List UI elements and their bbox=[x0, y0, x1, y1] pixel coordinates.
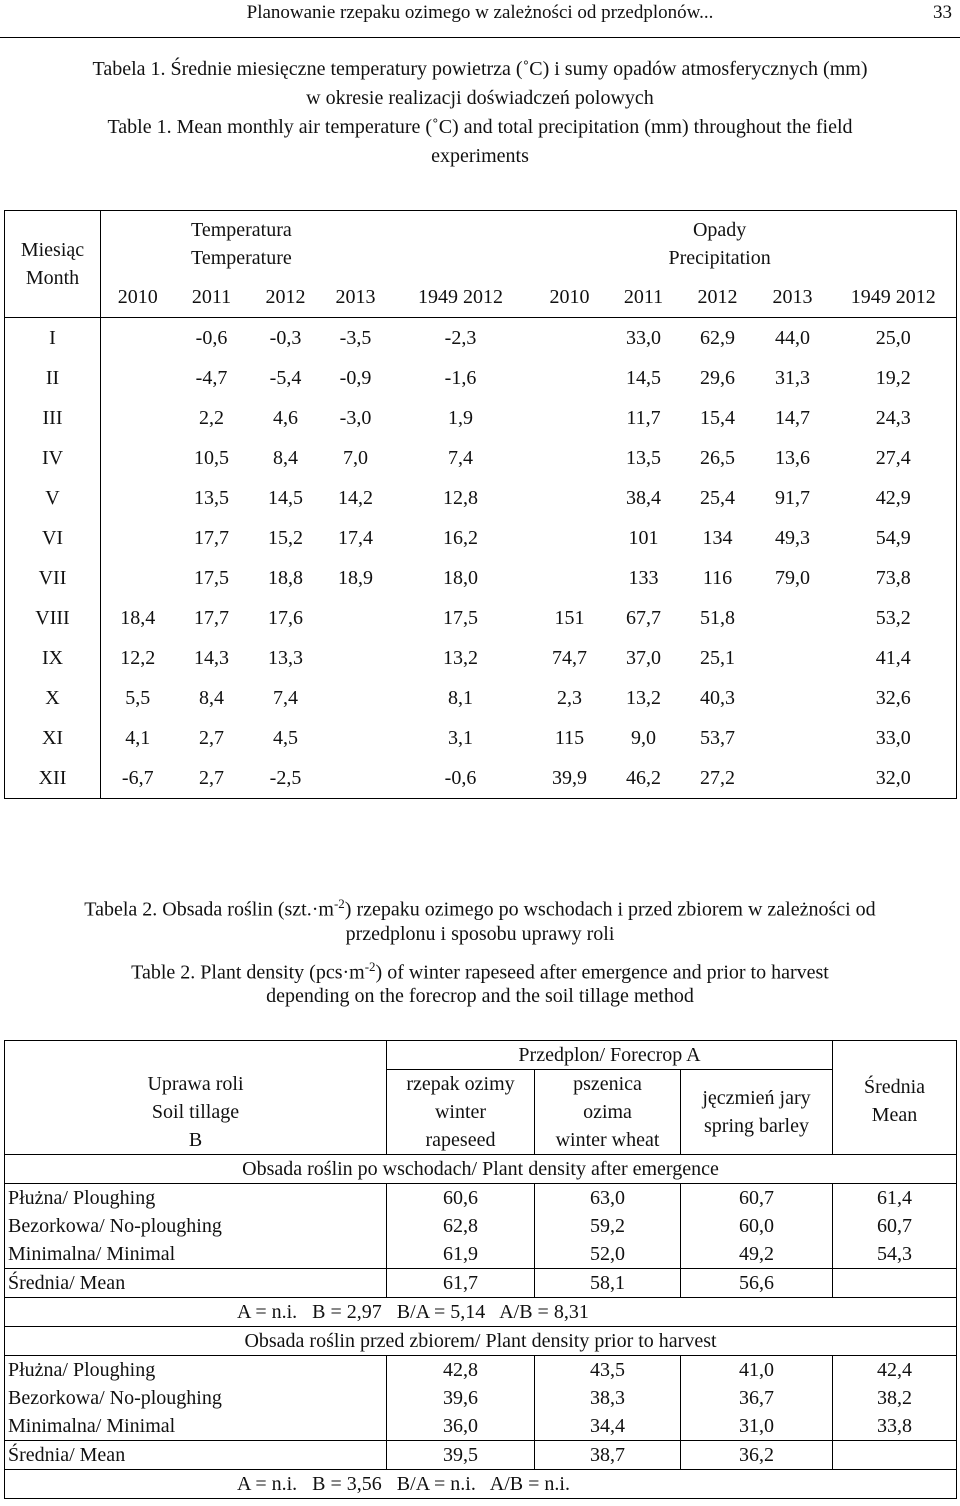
plant-density-table bbox=[4, 1040, 957, 1499]
month-row bbox=[5, 398, 957, 438]
precipitation-cell: 151 bbox=[554, 606, 585, 629]
month-cell: IV bbox=[5, 438, 101, 478]
wheat-header-2: ozima bbox=[535, 1098, 681, 1126]
year-header: 2011 bbox=[607, 277, 681, 318]
density-value: 41,0 bbox=[681, 1356, 833, 1385]
temperature-cell: 2,2 bbox=[199, 406, 224, 429]
temperature-cell: 17,5 bbox=[194, 566, 229, 589]
temperature-cell: 7,0 bbox=[343, 446, 368, 469]
table2-caption-en-3: depending on the forecrop and the soil tillage method bbox=[266, 985, 694, 1007]
mean-value: 42,4 bbox=[833, 1356, 957, 1385]
density-value: 62,8 bbox=[387, 1212, 535, 1240]
table1-caption-en-2: experiments bbox=[431, 145, 529, 167]
precipitation-cell: 25,1 bbox=[700, 646, 736, 669]
section-title-row bbox=[5, 1327, 957, 1356]
table2-caption-en-sup: -2 bbox=[364, 959, 376, 974]
precipitation-cell: 24,3 bbox=[831, 398, 957, 438]
year-header: 2013 bbox=[323, 277, 389, 318]
precipitation-cell: 19,2 bbox=[831, 358, 957, 398]
temperature-cell: -2,3 bbox=[444, 326, 477, 349]
density-value: 60,6 bbox=[387, 1184, 535, 1213]
rapeseed-header-2: winter bbox=[387, 1098, 535, 1126]
mean-value: 58,1 bbox=[535, 1269, 681, 1298]
mean-value: 61,7 bbox=[387, 1269, 535, 1298]
section-title: Obsada roślin po wschodach/ Plant density after emergence bbox=[5, 1155, 957, 1184]
temperature-precipitation-table bbox=[4, 210, 957, 799]
temperature-header-pl: Temperatura bbox=[191, 219, 292, 241]
precipitation-cell: 25,0 bbox=[831, 318, 957, 359]
table2-caption-pl-b: ) rzepaku ozimego po wschodach i przed zbiorem w zależności od bbox=[344, 898, 876, 921]
precipitation-header bbox=[533, 211, 957, 278]
precipitation-cell: 62,9 bbox=[700, 326, 736, 349]
month-row bbox=[5, 638, 957, 678]
temperature-cell: 8,4 bbox=[273, 446, 298, 469]
precipitation-cell: 13,6 bbox=[775, 446, 811, 469]
precipitation-cell: 49,3 bbox=[775, 526, 811, 549]
table1-body bbox=[5, 318, 957, 799]
temperature-cell: 7,4 bbox=[273, 686, 298, 709]
precipitation-cell: 51,8 bbox=[700, 606, 736, 629]
month-cell: X bbox=[5, 678, 101, 718]
temperature-cell: 18,8 bbox=[268, 566, 303, 589]
wheat-header-1: pszenica bbox=[535, 1070, 681, 1099]
month-cell: IX bbox=[5, 638, 101, 678]
temperature-cell: 14,5 bbox=[268, 486, 303, 509]
lsd-values: A = n.i. B = 2,97 B/A = 5,14 A/B = 8,31 bbox=[5, 1298, 957, 1327]
precipitation-cell: 29,6 bbox=[700, 366, 736, 389]
temperature-cell: 17,6 bbox=[268, 606, 303, 629]
mean-value: 38,2 bbox=[833, 1384, 957, 1412]
table1-caption-pl-1: Tabela 1. Średnie miesięczne temperatury powietrza (˚C) i sumy opadów atmosferycznych (mm) bbox=[92, 58, 868, 80]
temperature-cell: -3,0 bbox=[339, 406, 372, 429]
temperature-cell: 12,8 bbox=[443, 486, 478, 509]
mean-value: 33,8 bbox=[833, 1412, 957, 1441]
mean-value: 60,7 bbox=[833, 1212, 957, 1240]
density-value: 52,0 bbox=[535, 1240, 681, 1269]
mean-value bbox=[833, 1441, 957, 1470]
barley-header-1: jęczmień jary bbox=[702, 1087, 811, 1109]
forecrop-header: Przedplon/ Forecrop A bbox=[387, 1041, 833, 1070]
month-cell: VI bbox=[5, 518, 101, 558]
precipitation-cell bbox=[533, 518, 607, 558]
month-cell: XII bbox=[5, 758, 101, 799]
precipitation-cell: 31,3 bbox=[775, 366, 811, 389]
precipitation-cell: 115 bbox=[554, 726, 585, 749]
temperature-cell: 18,4 bbox=[120, 606, 156, 629]
lsd-values: A = n.i. B = 3,56 B/A = n.i. A/B = n.i. bbox=[5, 1470, 957, 1499]
temperature-cell bbox=[101, 438, 175, 478]
precipitation-cell: 14,5 bbox=[626, 366, 662, 389]
temperature-cell: 5,5 bbox=[125, 686, 151, 709]
density-value: 60,7 bbox=[681, 1184, 833, 1213]
temperature-cell: -2,5 bbox=[249, 758, 323, 799]
density-value: 36,0 bbox=[387, 1412, 535, 1441]
table2-caption-en-a: Table 2. Plant density (pcs·m bbox=[131, 961, 365, 984]
tillage-label: Minimalna/ Minimal bbox=[5, 1240, 387, 1269]
table2-caption-pl-a: Tabela 2. Obsada roślin (szt.·m bbox=[84, 898, 334, 921]
precipitation-cell: 38,4 bbox=[626, 486, 662, 509]
precipitation-cell bbox=[533, 478, 607, 518]
precipitation-cell: 9,0 bbox=[631, 726, 657, 749]
precipitation-cell: 67,7 bbox=[626, 606, 662, 629]
month-header-pl: Miesiąc bbox=[20, 239, 85, 261]
density-value: 61,9 bbox=[387, 1240, 535, 1269]
mean-row bbox=[5, 1269, 957, 1298]
temperature-cell bbox=[323, 638, 389, 678]
year-header: 2013 bbox=[755, 277, 831, 318]
tillage-label: Płużna/ Ploughing bbox=[5, 1184, 387, 1213]
table1-caption-pl-2: w okresie realizacji doświadczeń polowych bbox=[306, 87, 654, 109]
table2-body bbox=[5, 1155, 957, 1499]
temperature-cell bbox=[101, 518, 175, 558]
month-row bbox=[5, 718, 957, 758]
density-value: 36,7 bbox=[681, 1384, 833, 1412]
density-value: 38,3 bbox=[535, 1384, 681, 1412]
precipitation-cell: 37,0 bbox=[626, 646, 662, 669]
temperature-cell: -1,6 bbox=[444, 366, 477, 389]
page-number: 33 bbox=[933, 2, 952, 23]
temperature-cell bbox=[101, 558, 175, 598]
precipitation-cell bbox=[533, 358, 607, 398]
precipitation-cell bbox=[533, 558, 607, 598]
year-header: 1949 2012 bbox=[831, 277, 957, 318]
month-cell: II bbox=[5, 358, 101, 398]
temperature-cell bbox=[101, 318, 175, 359]
precipitation-cell: 27,2 bbox=[681, 758, 755, 799]
density-row bbox=[5, 1412, 957, 1441]
precipitation-cell: 26,5 bbox=[700, 446, 736, 469]
density-value: 63,0 bbox=[535, 1184, 681, 1213]
precipitation-cell: 91,7 bbox=[775, 486, 811, 509]
precipitation-cell: 134 bbox=[702, 526, 733, 549]
temperature-cell: 8,1 bbox=[448, 686, 473, 709]
temperature-cell: 4,5 bbox=[273, 726, 298, 749]
temperature-cell bbox=[101, 358, 175, 398]
precipitation-cell: 13,2 bbox=[626, 686, 662, 709]
tillage-header-pl: Uprawa roli bbox=[147, 1072, 244, 1095]
temperature-cell: -4,7 bbox=[195, 366, 228, 389]
temperature-cell: 17,7 bbox=[194, 526, 229, 549]
precipitation-cell: 33,0 bbox=[626, 326, 662, 349]
month-row bbox=[5, 678, 957, 718]
month-cell: VII bbox=[5, 558, 101, 598]
precipitation-cell: 133 bbox=[628, 566, 659, 589]
month-row bbox=[5, 358, 957, 398]
precipitation-cell: 46,2 bbox=[607, 758, 681, 799]
year-header: 1949 2012 bbox=[389, 277, 533, 318]
density-row bbox=[5, 1240, 957, 1269]
temperature-cell bbox=[101, 478, 175, 518]
mean-value: 39,5 bbox=[387, 1441, 535, 1470]
month-cell: III bbox=[5, 398, 101, 438]
section-title: Obsada roślin przed zbiorem/ Plant density prior to harvest bbox=[5, 1327, 957, 1356]
temperature-cell: 3,1 bbox=[448, 726, 473, 749]
tillage-label: Bezorkowa/ No-ploughing bbox=[5, 1212, 387, 1240]
precipitation-cell: 54,9 bbox=[831, 518, 957, 558]
temperature-cell: 12,2 bbox=[120, 646, 156, 669]
table2-caption-en-b: ) of winter rapeseed after emergence and prior to harvest bbox=[375, 961, 829, 984]
month-row bbox=[5, 558, 957, 598]
lsd-row bbox=[5, 1298, 957, 1327]
table2-caption-pl-3: przedplonu i sposobu uprawy roli bbox=[345, 923, 615, 945]
density-value: 42,8 bbox=[387, 1356, 535, 1385]
month-cell: V bbox=[5, 478, 101, 518]
month-row bbox=[5, 758, 957, 799]
precipitation-cell: 13,5 bbox=[626, 446, 662, 469]
temperature-cell: 17,5 bbox=[443, 606, 478, 629]
barley-header-2: spring barley bbox=[704, 1115, 809, 1137]
month-row bbox=[5, 518, 957, 558]
density-row bbox=[5, 1356, 957, 1385]
temperature-cell bbox=[101, 398, 175, 438]
month-header-en: Month bbox=[25, 267, 80, 289]
precipitation-cell: 41,4 bbox=[831, 638, 957, 678]
temperature-cell: -5,4 bbox=[269, 366, 302, 389]
mean-row bbox=[5, 1441, 957, 1470]
precipitation-cell: 33,0 bbox=[831, 718, 957, 758]
tillage-label: Płużna/ Ploughing bbox=[5, 1356, 387, 1385]
tillage-header bbox=[5, 1041, 387, 1155]
temperature-cell bbox=[323, 758, 389, 799]
temperature-cell: -3,5 bbox=[339, 326, 372, 349]
density-value: 31,0 bbox=[681, 1412, 833, 1441]
precipitation-cell: 74,7 bbox=[552, 646, 588, 669]
precipitation-cell: 40,3 bbox=[700, 686, 736, 709]
precipitation-header-en: Precipitation bbox=[668, 247, 771, 269]
month-row bbox=[5, 478, 957, 518]
mean-header-pl: Średnia bbox=[863, 1075, 926, 1098]
temperature-cell: 8,4 bbox=[199, 686, 224, 709]
mean-label: Średnia/ Mean bbox=[5, 1441, 387, 1470]
precipitation-cell bbox=[755, 598, 831, 638]
rapeseed-header-1: rzepak ozimy bbox=[387, 1070, 535, 1099]
tillage-header-b: B bbox=[188, 1128, 203, 1151]
density-value: 34,4 bbox=[535, 1412, 681, 1441]
mean-header bbox=[833, 1041, 957, 1155]
precipitation-cell bbox=[755, 758, 831, 799]
precipitation-cell: 79,0 bbox=[775, 566, 811, 589]
precipitation-cell: 53,2 bbox=[831, 598, 957, 638]
table2-caption-pl-1 bbox=[0, 890, 960, 924]
mean-value: 61,4 bbox=[833, 1184, 957, 1213]
header-rule bbox=[0, 37, 960, 38]
density-value: 59,2 bbox=[535, 1212, 681, 1240]
mean-value: 54,3 bbox=[833, 1240, 957, 1269]
year-header: 2012 bbox=[249, 277, 323, 318]
temperature-cell: -0,6 bbox=[195, 326, 228, 349]
temperature-cell bbox=[323, 718, 389, 758]
month-cell: I bbox=[5, 318, 101, 359]
month-row bbox=[5, 598, 957, 638]
running-header: Planowanie rzepaku ozimego w zależności od przedplonów... bbox=[246, 2, 714, 23]
tillage-header-en: Soil tillage bbox=[151, 1100, 240, 1123]
month-header bbox=[5, 211, 101, 318]
month-cell: VIII bbox=[5, 598, 101, 638]
temperature-cell: -0,6 bbox=[389, 758, 533, 799]
temperature-cell: 1,9 bbox=[448, 406, 473, 429]
temperature-cell: 2,7 bbox=[175, 758, 249, 799]
precipitation-cell: 25,4 bbox=[700, 486, 736, 509]
precipitation-cell: 44,0 bbox=[775, 326, 811, 349]
temperature-header-en: Temperature bbox=[191, 247, 292, 269]
mean-label: Średnia/ Mean bbox=[5, 1269, 387, 1298]
precipitation-cell bbox=[755, 678, 831, 718]
precipitation-cell: 14,7 bbox=[775, 406, 811, 429]
temperature-cell: 18,0 bbox=[443, 566, 478, 589]
mean-value: 36,2 bbox=[681, 1441, 833, 1470]
month-cell: XI bbox=[5, 718, 101, 758]
wheat-header-3: winter wheat bbox=[535, 1126, 681, 1155]
precipitation-cell: 53,7 bbox=[700, 726, 736, 749]
mean-value: 38,7 bbox=[535, 1441, 681, 1470]
precipitation-header-pl: Opady bbox=[692, 219, 747, 241]
mean-value bbox=[833, 1269, 957, 1298]
density-value: 60,0 bbox=[681, 1212, 833, 1240]
lsd-row bbox=[5, 1470, 957, 1499]
month-row bbox=[5, 318, 957, 359]
tillage-label: Minimalna/ Minimal bbox=[5, 1412, 387, 1441]
temperature-cell: 13,5 bbox=[194, 486, 229, 509]
temperature-cell: -6,7 bbox=[101, 758, 175, 799]
precipitation-cell bbox=[533, 438, 607, 478]
density-value: 39,6 bbox=[387, 1384, 535, 1412]
year-header: 2010 bbox=[101, 277, 175, 318]
temperature-cell: 10,5 bbox=[194, 446, 229, 469]
tillage-label: Bezorkowa/ No-ploughing bbox=[5, 1384, 387, 1412]
precipitation-cell: 39,9 bbox=[533, 758, 607, 799]
precipitation-cell: 27,4 bbox=[831, 438, 957, 478]
precipitation-cell: 73,8 bbox=[831, 558, 957, 598]
density-row bbox=[5, 1212, 957, 1240]
density-row bbox=[5, 1384, 957, 1412]
precipitation-cell: 15,4 bbox=[700, 406, 736, 429]
temperature-cell: 14,3 bbox=[194, 646, 229, 669]
temperature-cell: -0,3 bbox=[269, 326, 302, 349]
temperature-cell: 13,3 bbox=[268, 646, 303, 669]
table1-caption-en-1: Table 1. Mean monthly air temperature (˚C) and total precipitation (mm) throughout the field bbox=[107, 116, 853, 138]
density-value: 43,5 bbox=[535, 1356, 681, 1385]
density-value: 49,2 bbox=[681, 1240, 833, 1269]
year-header: 2010 bbox=[533, 277, 607, 318]
temperature-cell: 16,2 bbox=[443, 526, 478, 549]
temperature-cell: -0,9 bbox=[339, 366, 372, 389]
precipitation-cell bbox=[755, 638, 831, 678]
year-header: 2012 bbox=[681, 277, 755, 318]
temperature-header bbox=[101, 211, 533, 278]
temperature-cell: 17,4 bbox=[338, 526, 373, 549]
temperature-cell: 17,7 bbox=[194, 606, 229, 629]
precipitation-cell: 101 bbox=[628, 526, 659, 549]
year-header: 2011 bbox=[175, 277, 249, 318]
precipitation-cell: 32,6 bbox=[831, 678, 957, 718]
precipitation-cell bbox=[533, 398, 607, 438]
precipitation-cell bbox=[533, 318, 607, 359]
month-row bbox=[5, 438, 957, 478]
temperature-cell: 13,2 bbox=[443, 646, 478, 669]
temperature-cell bbox=[323, 678, 389, 718]
mean-value: 56,6 bbox=[681, 1269, 833, 1298]
temperature-cell: 2,7 bbox=[199, 726, 224, 749]
precipitation-cell: 116 bbox=[702, 566, 733, 589]
temperature-cell: 18,9 bbox=[338, 566, 373, 589]
precipitation-cell: 11,7 bbox=[626, 406, 661, 429]
temperature-cell: 4,6 bbox=[273, 406, 298, 429]
rapeseed-header-3: rapeseed bbox=[387, 1126, 535, 1155]
table2-caption-pl-sup: -2 bbox=[333, 896, 345, 911]
mean-header-en: Mean bbox=[871, 1103, 918, 1126]
temperature-cell: 7,4 bbox=[448, 446, 473, 469]
section-title-row bbox=[5, 1155, 957, 1184]
precipitation-cell bbox=[755, 718, 831, 758]
temperature-cell: 15,2 bbox=[268, 526, 303, 549]
density-row bbox=[5, 1184, 957, 1213]
precipitation-cell: 32,0 bbox=[831, 758, 957, 799]
precipitation-cell: 2,3 bbox=[557, 686, 583, 709]
temperature-cell: 14,2 bbox=[338, 486, 373, 509]
precipitation-cell: 42,9 bbox=[831, 478, 957, 518]
temperature-cell bbox=[323, 598, 389, 638]
barley-header bbox=[681, 1070, 833, 1155]
temperature-cell: 4,1 bbox=[125, 726, 151, 749]
